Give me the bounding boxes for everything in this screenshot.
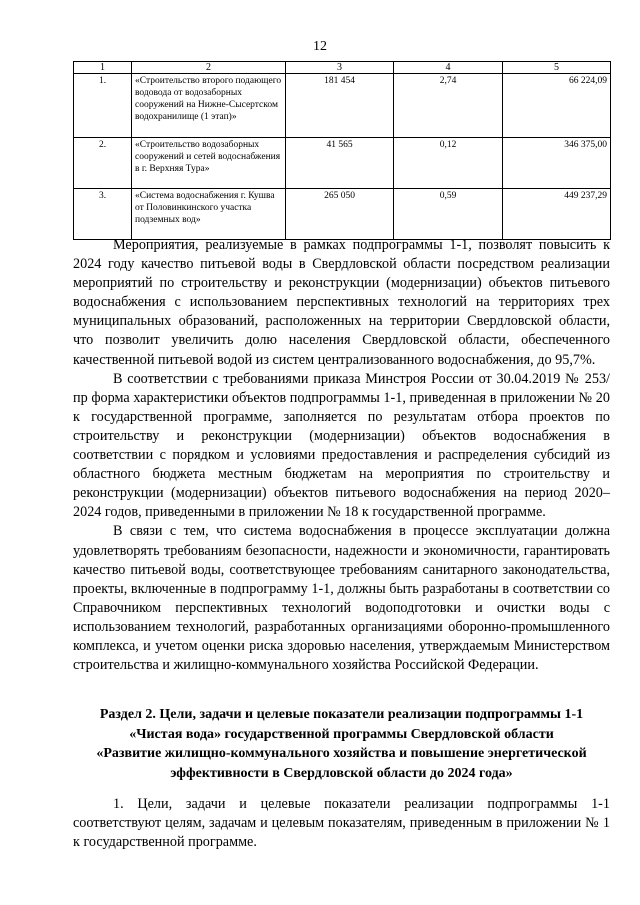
object-name: «Система водоснабжения г. Кушва от Половинкинского участка подземных вод» — [132, 189, 286, 240]
section-paragraph: 1. Цели, задачи и целевые показатели реализации подпрограммы 1-1 соответствуют целям, задачам и целевым показателям, приведенным в приложении № 1 к государственной программе. — [73, 796, 610, 851]
table-header-cell: 2 — [132, 62, 286, 74]
col5-value: 449 237,29 — [503, 189, 611, 240]
section-heading — [73, 705, 610, 783]
col3-value: 181 454 — [286, 74, 394, 138]
body-text — [73, 236, 610, 675]
table-header-cell: 3 — [286, 62, 394, 74]
row-number: 2. — [74, 138, 132, 189]
heading-line: «Чистая вода» государственной программы Свердловской области — [129, 726, 554, 742]
paragraph: Мероприятия, реализуемые в рамках подпрограммы 1-1, позволят повысить к 2024 году качество питьевой воды в Свердловской области посредством реализации мероприятий по строительству и реконструкции (модернизации) объектов питьевого водоснабжения с использованием перспективных технологий на территориях трех муниципальных образований, расположенных на территории Свердловской области, что позволит увеличить долю населения Свердловской области, обеспеченного качественной питьевой водой из систем централизованного водоснабжения, до 95,7%. — [73, 237, 610, 368]
table-header-cell: 4 — [394, 62, 503, 74]
heading-line: Раздел 2. Цели, задачи и целевые показатели реализации подпрограммы 1-1 — [99, 707, 584, 722]
col5-value: 66 224,09 — [503, 74, 611, 138]
paragraph: В соответствии с требованиями приказа Минстроя России от 30.04.2019 № 253/пр форма характеристики объектов подпрограммы 1-1, приведенная в приложении № 20 к государственной программе, заполняется по результатам отбора проектов по строительству и реконструкции (модернизации) объектов водоснабжения в соответствии с порядком и условиями предоставления и распределения субсидий из областного бюджета местным бюджетам на мероприятия по строительству и реконструкции (модернизации) объектов питьевого водоснабжения на период 2020–2024 годов, приведенными в приложении № 18 к государственной программе. — [73, 370, 610, 521]
col5-value: 346 375,00 — [503, 138, 611, 189]
paragraph: В связи с тем, что система водоснабжения в процессе эксплуатации должна удовлетворять требованиям безопасности, надежности и экономичности, гарантировать качество питьевой воды, соответствующее требованиям санитарного законодательства, проекты, включенные в подпрограмму 1-1, должны быть разработаны в соответствии со Справочником перспективных технологий водоподготовки и очистки воды с использованием технологий, разработанных организациями оборонно-промышленного комплекса, и учетом оценки риска здоровью населения, утверждаемым Министерством строительства и жилищно-коммунального хозяйства Российской Федерации. — [73, 523, 610, 674]
col4-value: 0,59 — [394, 189, 503, 240]
object-name: «Строительство второго подающего водовода от водозаборных сооружений на Нижне-Сысертском водохранилище (1 этап)» — [132, 74, 286, 138]
table-header-cell: 1 — [74, 62, 132, 74]
col4-value: 2,74 — [394, 74, 503, 138]
row-number: 1. — [74, 74, 132, 138]
table-row — [74, 138, 611, 189]
objects-table — [73, 61, 611, 240]
col3-value: 265 050 — [286, 189, 394, 240]
col4-value: 0,12 — [394, 138, 503, 189]
table-row — [74, 189, 611, 240]
row-number: 3. — [74, 189, 132, 240]
page-number: 12 — [313, 39, 327, 54]
object-name: «Строительство водозаборных сооружений и сетей водоснабжения в г. Верхняя Тура» — [132, 138, 286, 189]
heading-line: эффективности в Свердловской области до 2024 года» — [170, 765, 513, 781]
col3-value: 41 565 — [286, 138, 394, 189]
heading-line: «Развитие жилищно-коммунального хозяйства и повышение энергетической — [96, 746, 587, 761]
table-header-cell: 5 — [503, 62, 611, 74]
table-row — [74, 74, 611, 138]
table-header-row — [74, 62, 611, 74]
